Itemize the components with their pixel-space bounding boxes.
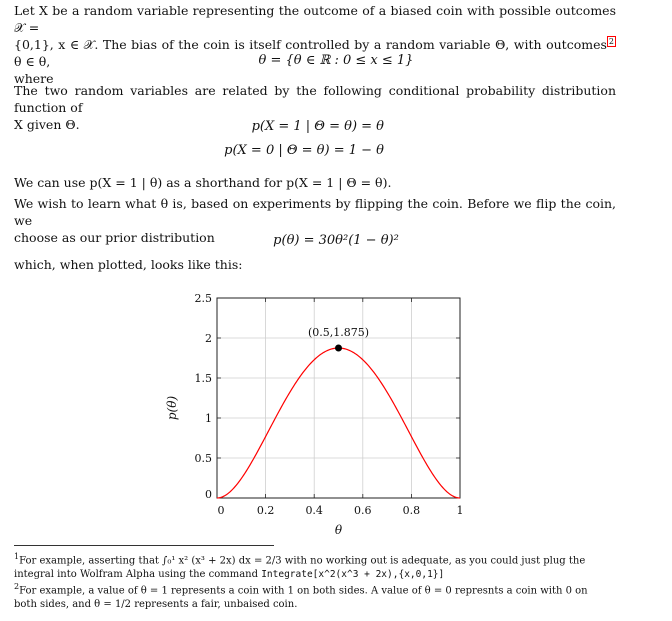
y-tick-label: 1.5 [194,372,212,385]
conditional-equation-2: p(X = 0 | Θ = θ) = 1 − θ [224,143,384,158]
footnote-2-line-2: both sides, and θ = 1/2 represents a fair, unbaised coin. [14,599,298,611]
y-tick-label: 2 [205,332,212,345]
x-tick-label: 0.2 [256,504,275,517]
prior-line-1: We wish to learn what θ is, based on experiments by flipping the coin. Before we flip the coin, we [14,196,616,228]
x-tick-label: 0 [217,504,225,517]
prior-equation: p(θ) = 30θ²(1 − θ)² [273,233,399,248]
wolfram-command: Integrate[x^2(x^3 + 2x),{x,0,1}] [261,569,445,581]
footnote-2 [14,580,618,612]
relation-line-2: X given Θ. [14,117,80,132]
maximum-point-label: (0.5,1.875) [307,326,370,339]
chart-curve-group [217,345,460,499]
footnote-1 [14,550,618,582]
y-axis-label: p(θ) [165,395,179,421]
intro-line-3: where [14,71,54,86]
footnote-1-line-1: For example, asserting that ∫₀¹ x² (x³ + 2x) dx = 2/3 with no working out is adequate, as you could just plug the [19,555,586,567]
x-tick-label: 1 [456,504,464,517]
x-axis-label: θ [334,523,343,537]
x-tick-label: 0.6 [354,504,372,517]
footnote-1-line-2: integral into Wolfram Alpha using the command [14,569,262,581]
y-tick-label: 1 [205,412,212,425]
footnote-1-number: 1 [14,552,20,561]
x-tick-label: 0.4 [305,504,323,517]
footnote-rule [14,545,274,546]
plot-intro-text: which, when plotted, looks like this: [14,257,243,272]
prior-line-2: choose as our prior distribution [14,230,215,245]
x-tick-label: 0.8 [402,504,421,517]
y-tick-label: 2.5 [194,292,212,305]
y-tick-label: 0 [205,488,212,501]
footnote-2-line-1: For example, a value of θ = 1 represents a coin with 1 on both sides. A value of θ = 0 represnts a coin with 0 on [19,585,588,597]
maximum-point-marker [335,345,342,352]
intro-line-1: Let X be a random variable representing the outcome of a biased coin with possible outcomes 𝒳 = [14,3,616,35]
footnote-2-number: 2 [14,582,20,591]
theta-set-equation: θ = {θ ∈ ℝ : 0 ≤ x ≤ 1} [258,53,414,68]
shorthand-paragraph: We can use p(X = 1 | θ) as a shorthand for p(X = 1 | Θ = θ). [14,175,392,190]
footnote-2-reference[interactable]: 2 [608,36,614,46]
y-tick-label: 0.5 [194,452,212,465]
intro-line-2: {0,1}, x ∈ 𝒳. The bias of the coin is itself controlled by a random variable Θ, with outcomes $^2$ θ ∈ θ, [14,36,614,69]
relation-line-1: The two random variables are related by the following conditional probability distribution function of [14,83,616,115]
density-curve [217,348,460,498]
conditional-equation-1: p(X = 1 | Θ = θ) = θ [251,119,384,134]
